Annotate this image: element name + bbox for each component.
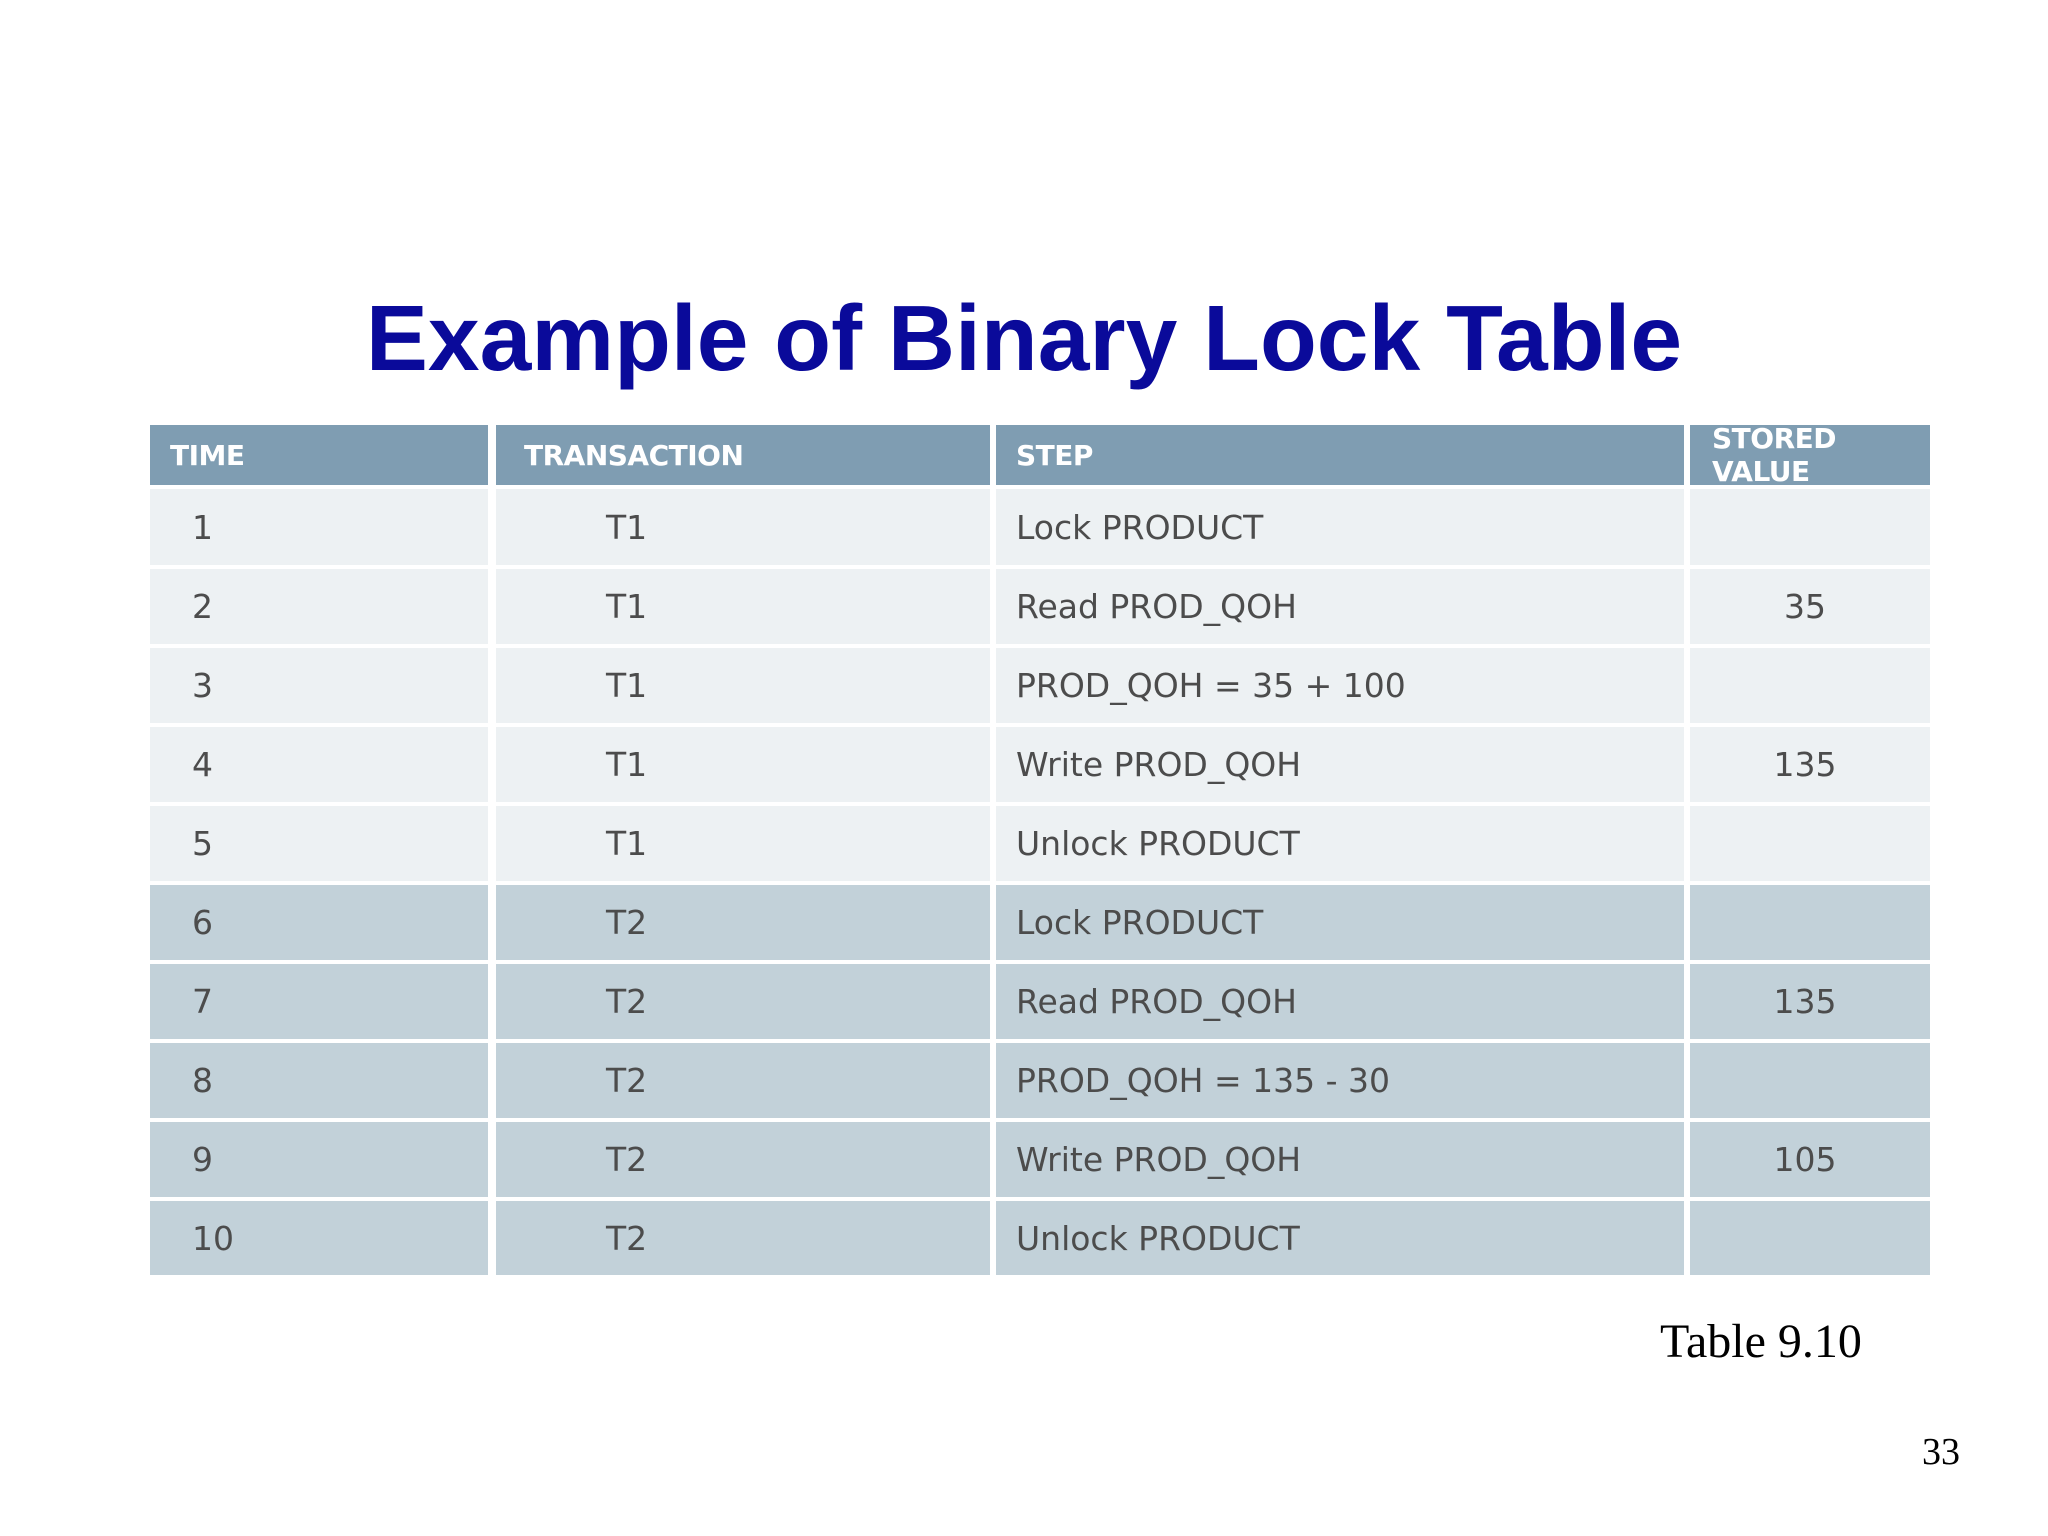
cell-stored-value <box>1690 885 1930 960</box>
binary-lock-table <box>150 422 1930 1275</box>
header-step: STEP <box>996 425 1684 485</box>
cell-time: 6 <box>150 885 488 960</box>
table-row <box>150 569 1930 644</box>
cell-step: Unlock PRODUCT <box>996 806 1684 881</box>
table-caption: Table 9.10 <box>1660 1315 1862 1368</box>
cell-stored-value: 135 <box>1690 727 1930 802</box>
cell-stored-value <box>1690 489 1930 565</box>
cell-transaction: T2 <box>496 885 990 960</box>
cell-transaction: T1 <box>496 648 990 723</box>
cell-time: 3 <box>150 648 488 723</box>
table-header-row <box>150 422 1930 488</box>
cell-step: Lock PRODUCT <box>996 885 1684 960</box>
cell-transaction: T1 <box>496 569 990 644</box>
table-row <box>150 1043 1930 1118</box>
cell-stored-value <box>1690 648 1930 723</box>
cell-step: Write PROD_QOH <box>996 1122 1684 1197</box>
cell-time: 9 <box>150 1122 488 1197</box>
cell-stored-value <box>1690 1043 1930 1118</box>
table-row <box>150 727 1930 802</box>
cell-transaction: T1 <box>496 489 990 565</box>
page-number: 33 <box>1922 1431 1960 1473</box>
cell-transaction: T2 <box>496 1201 990 1275</box>
header-time: TIME <box>150 425 488 485</box>
table-row <box>150 806 1930 881</box>
cell-step: Read PROD_QOH <box>996 964 1684 1039</box>
table-row <box>150 1122 1930 1197</box>
cell-step: PROD_QOH = 35 + 100 <box>996 648 1684 723</box>
cell-step: Unlock PRODUCT <box>996 1201 1684 1275</box>
cell-time: 7 <box>150 964 488 1039</box>
cell-stored-value <box>1690 1201 1930 1275</box>
cell-time: 10 <box>150 1201 488 1275</box>
cell-time: 8 <box>150 1043 488 1118</box>
table-row <box>150 885 1930 960</box>
table-row <box>150 1201 1930 1275</box>
cell-transaction: T2 <box>496 1043 990 1118</box>
table-row <box>150 648 1930 723</box>
table-row <box>150 489 1930 565</box>
cell-time: 1 <box>150 489 488 565</box>
cell-stored-value: 105 <box>1690 1122 1930 1197</box>
cell-time: 2 <box>150 569 488 644</box>
cell-transaction: T2 <box>496 964 990 1039</box>
cell-time: 5 <box>150 806 488 881</box>
header-transaction: TRANSACTION <box>496 425 990 485</box>
cell-step: Lock PRODUCT <box>996 489 1684 565</box>
cell-step: Read PROD_QOH <box>996 569 1684 644</box>
header-stored-value: STORED VALUE <box>1690 425 1930 485</box>
cell-transaction: T1 <box>496 806 990 881</box>
cell-stored-value <box>1690 806 1930 881</box>
cell-step: Write PROD_QOH <box>996 727 1684 802</box>
cell-step: PROD_QOH = 135 - 30 <box>996 1043 1684 1118</box>
slide-title: Example of Binary Lock Table <box>365 286 1683 390</box>
cell-transaction: T2 <box>496 1122 990 1197</box>
cell-stored-value: 135 <box>1690 964 1930 1039</box>
cell-stored-value: 35 <box>1690 569 1930 644</box>
cell-time: 4 <box>150 727 488 802</box>
table-row <box>150 964 1930 1039</box>
cell-transaction: T1 <box>496 727 990 802</box>
